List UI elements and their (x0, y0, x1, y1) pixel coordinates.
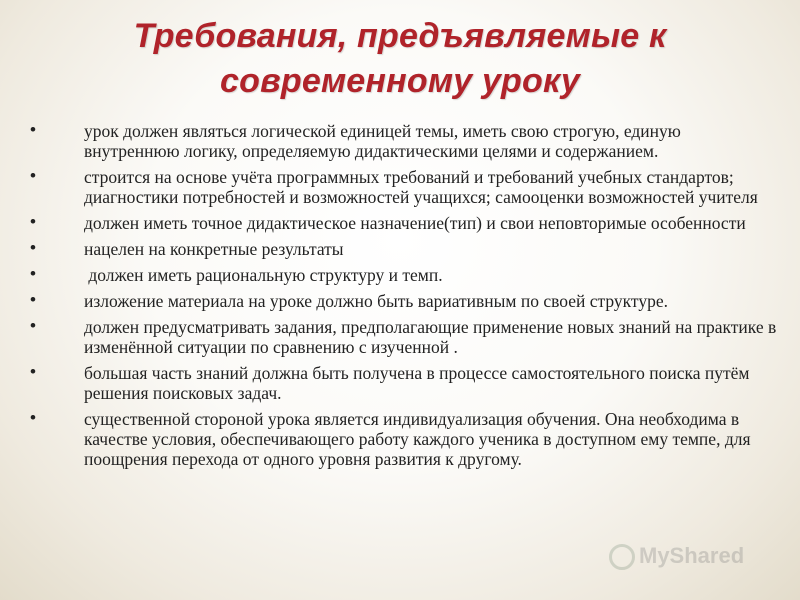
list-item (30, 167, 780, 207)
list-item-text: строится на основе учёта программных требований и требований учебных стандартов; диагностики потребностей и возможностей учащихся; самооценки возможностей учителя (84, 167, 758, 207)
bullet-icon: • (30, 362, 36, 381)
bullet-icon: • (30, 316, 36, 335)
list-item (30, 409, 780, 469)
title-line-1: Требования, предъявляемые к (133, 17, 667, 55)
list-item-text: нацелен на конкретные результаты (84, 239, 344, 259)
bullet-icon: • (30, 120, 36, 139)
list-item (30, 291, 780, 311)
bullet-icon: • (30, 408, 36, 427)
list-item-text: должен предусматривать задания, предполагающие применение новых знаний на практике в изменённой ситуации по сравнению с изученной . (84, 317, 777, 357)
bullet-icon: • (30, 212, 36, 231)
list-item (30, 213, 780, 233)
watermark-text: MyShared (639, 543, 745, 568)
watermark-logo-icon (609, 544, 635, 570)
watermark (609, 543, 779, 575)
bullet-icon: • (30, 166, 36, 185)
list-item-text: должен иметь рациональную структуру и темп. (84, 265, 443, 285)
bullet-icon: • (30, 238, 36, 257)
list-item-text: изложение материала на уроке должно быть вариативным по своей структуре. (84, 291, 668, 311)
list-item (30, 121, 780, 161)
list-item-text: урок должен являться логической единицей темы, иметь свою строгую, единую внутреннюю логику, определяемую дидактическими целями и содержанием. (84, 121, 681, 161)
bullet-icon: • (30, 264, 36, 283)
list-item (30, 239, 780, 259)
title-line-2: современному уроку (220, 62, 580, 100)
list-item (30, 363, 780, 403)
list-item (30, 317, 780, 357)
slide-title (0, 14, 800, 104)
list-item-text: должен иметь точное дидактическое назначение(тип) и свои неповторимые особенности (84, 213, 746, 233)
list-item (30, 265, 780, 285)
list-item-text: большая часть знаний должна быть получена в процессе самостоятельного поиска путём решения поисковых задач. (84, 363, 750, 403)
bullet-icon: • (30, 290, 36, 309)
list-item-text: существенной стороной урока является индивидуализация обучения. Она необходима в качестве условия, обеспечивающего работу каждого ученика в доступном ему темпе, для поощрения перехода от одного уровня развития к другому. (84, 409, 751, 469)
requirements-list (30, 121, 780, 475)
